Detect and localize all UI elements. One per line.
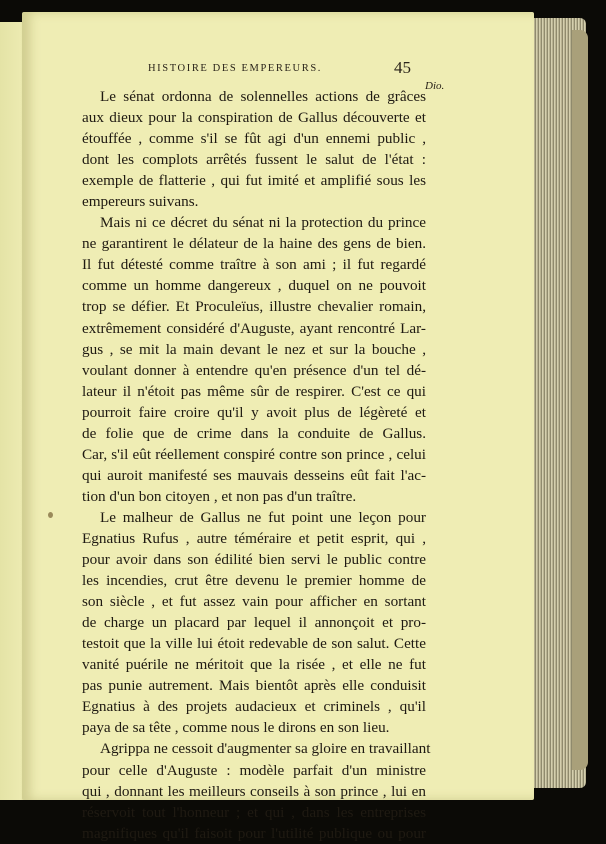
text-line: étouffée , comme s'il se fût agi d'un ennemi public , [82, 130, 426, 148]
body-text [82, 86, 431, 844]
text-line: les incendies, crut être devenu le premier homme de [82, 572, 426, 590]
text-line: Egnatius à des projets audacieux et criminels , qu'il [82, 698, 426, 716]
text-line: testoit que la ville lui étoit redevable de son salut. Cette [82, 635, 426, 653]
text-line: pour avoir dans son édilité bien servi le public contre [82, 551, 426, 569]
text-line: magnifiques qu'il faisoit pour l'utilité publique ou pour [82, 824, 426, 842]
text-line: de charge un placard par lequel il annonçoit et pro- [82, 614, 426, 632]
text-line: Car, s'il eût réellement conspiré contre son prince , celui [82, 445, 426, 463]
text-line: qui , donnant les meilleurs conseils à son prince , lui en [82, 782, 426, 800]
text-line: comme un homme dangereux , duquel on ne pouvoit [82, 277, 426, 295]
margin-note: Dio. [425, 80, 445, 92]
text-line: son siècle , et fut assez vain pour afficher en sortant [82, 593, 426, 611]
text-line: Le malheur de Gallus ne fut point une leçon pour [100, 508, 426, 526]
text-line: Agrippa ne cessoit d'augmenter sa gloire en travaillant [100, 740, 431, 758]
text-line: de folie que de crime dans la conduite de Gallus. [82, 424, 426, 442]
text-line: aux dieux pour la conspiration de Gallus découverte et [82, 109, 426, 127]
text-line: trop se défier. Et Proculeïus, illustre chevalier romain, [82, 298, 426, 316]
text-line: Egnatius Rufus , autre téméraire et petit esprit, qui , [82, 529, 426, 547]
text-line: pourroit faire croire qu'il y avoit plus de légèreté et [82, 403, 426, 421]
text-line: paya de sa tête , comme nous le dirons en son lieu. [82, 719, 390, 737]
text-line: gus , se mit la main devant le nez et sur la bouche , [82, 340, 426, 358]
text-line: qui auroit manifesté ses mauvais desseins eût fait l'ac- [82, 466, 426, 484]
text-line: dont les complots arrêtés fussent le salut de l'état : [82, 151, 426, 169]
text-line: extrêmement considéré d'Auguste, ayant rencontré Lar- [82, 319, 426, 337]
running-head: HISTOIRE DES EMPEREURS. [148, 63, 322, 74]
text-line: exemple de flatterie , qui fut imité et amplifié sous les [82, 172, 426, 190]
text-line: empereurs suivans. [82, 193, 199, 211]
text-line: Il fut détesté comme traître à son ami ; il fut regardé [82, 256, 426, 274]
text-line: pour celle d'Auguste : modèle parfait d'un ministre [82, 761, 426, 779]
text-line: réservoit tout l'honneur ; et qui , dans les entreprises [82, 803, 426, 821]
text-line: vanité puérile ne méritoit que la risée , et elle ne fut [82, 656, 426, 674]
page-number: 45 [394, 58, 411, 77]
text-line: ne garantirent le délateur de la haine des gens de bien. [82, 235, 426, 253]
text-line: voulant donner à entendre qu'en présence d'un tel dé- [82, 361, 426, 379]
text-line: Mais ni ce décret du sénat ni la protection du prince [100, 214, 426, 232]
text-line: tion d'un bon citoyen , et non pas d'un traître. [82, 487, 357, 505]
text-line: pas punie autrement. Mais bientôt après elle conduisit [82, 677, 426, 695]
text-line: lateur il n'étoit pas même sûr de respirer. C'est ce qui [82, 382, 426, 400]
text-line: Le sénat ordonna de solennelles actions de grâces [100, 88, 426, 105]
paper-spot [48, 512, 53, 518]
book-cover-edge [572, 30, 588, 770]
